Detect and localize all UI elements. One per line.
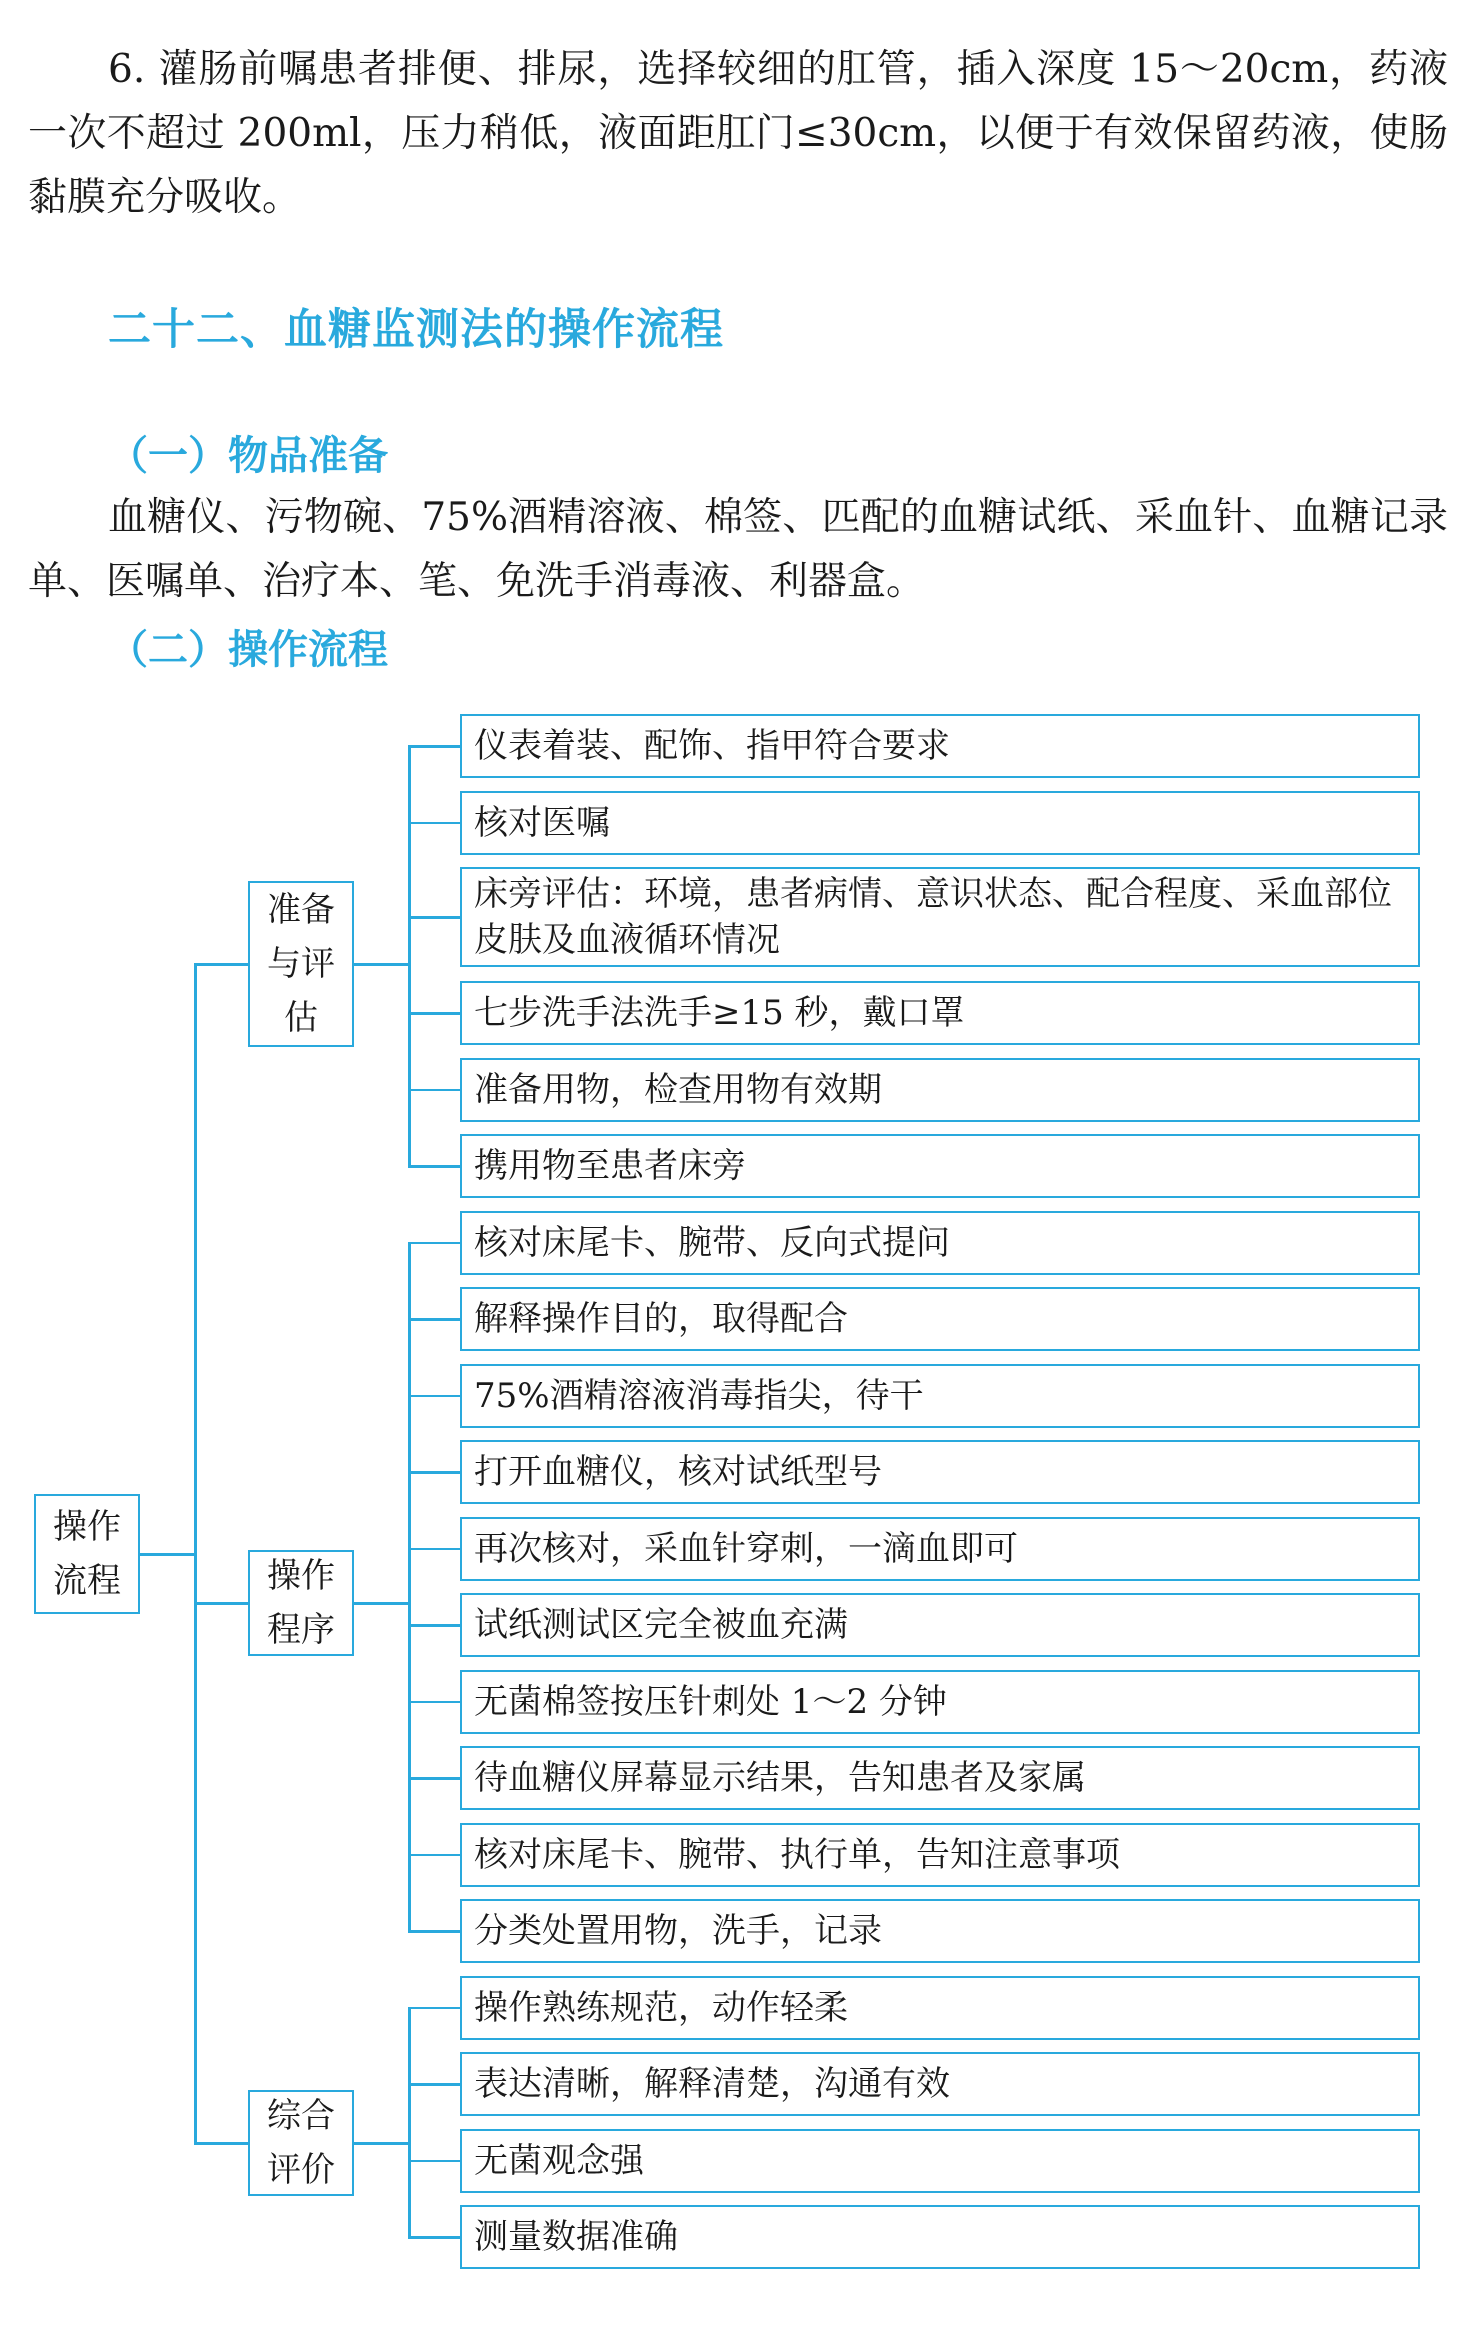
- flow-step-box: 试纸测试区完全被血充满: [460, 1593, 1420, 1657]
- flow-step-connector: [408, 1777, 460, 1780]
- flow-step-connector: [408, 1242, 460, 1245]
- flow-step-box: 无菌棉签按压针刺处 1～2 分钟: [460, 1670, 1420, 1734]
- flow-step-box: 表达清晰，解释清楚，沟通有效: [460, 2052, 1420, 2116]
- flow-root-connector: [140, 1553, 194, 1556]
- flow-step-box: 无菌观念强: [460, 2129, 1420, 2193]
- flow-group-box: 准备与评估: [248, 881, 354, 1047]
- materials-heading: （一）物品准备: [108, 433, 388, 479]
- flow-group-vertical-line: [408, 2007, 411, 2239]
- flow-main-branch: [194, 963, 248, 966]
- flow-main-spine: [194, 963, 197, 2144]
- flow-step-box: 分类处置用物，洗手，记录: [460, 1899, 1420, 1963]
- flow-step-box: 解释操作目的，取得配合: [460, 1287, 1420, 1351]
- flow-step-connector: [408, 1165, 460, 1168]
- flow-step-box: 再次核对，采血针穿刺，一滴血即可: [460, 1517, 1420, 1581]
- flow-root-box: 操作流程: [34, 1494, 140, 1614]
- flow-step-box: 七步洗手法洗手≥15 秒，戴口罩: [460, 981, 1420, 1045]
- procedure-heading: （二）操作流程: [108, 627, 388, 673]
- flow-step-box: 准备用物，检查用物有效期: [460, 1058, 1420, 1122]
- flow-step-box: 75%酒精溶液消毒指尖，待干: [460, 1364, 1420, 1428]
- flow-step-connector: [408, 822, 460, 825]
- flow-step-connector: [408, 1395, 460, 1398]
- flow-group-connector: [354, 1602, 408, 1605]
- flow-step-box: 核对床尾卡、腕带、反向式提问: [460, 1211, 1420, 1275]
- flow-step-connector: [408, 1089, 460, 1092]
- flow-step-box: 操作熟练规范，动作轻柔: [460, 1976, 1420, 2040]
- flow-main-branch: [194, 1602, 248, 1605]
- flow-step-connector: [408, 1930, 460, 1933]
- intro-paragraph: 6. 灌肠前嘱患者排便、排尿，选择较细的肛管，插入深度 15～20cm，药液一次不超过 200ml，压力稍低，液面距肛门≤30cm，以便于有效保留药液，使肠黏膜充分吸收。: [28, 47, 1448, 220]
- flow-step-connector: [408, 1854, 460, 1857]
- flow-step-connector: [408, 2083, 460, 2086]
- materials-text: 血糖仪、污物碗、75%酒精溶液、棉签、匹配的血糖试纸、采血针、血糖记录单、医嘱单、治疗本、笔、免洗手消毒液、利器盒。: [28, 495, 1448, 604]
- flow-step-connector: [408, 1624, 460, 1627]
- flow-group-vertical-line: [408, 1242, 411, 1933]
- flow-group-connector: [354, 963, 408, 966]
- flow-step-box: 仪表着装、配饰、指甲符合要求: [460, 714, 1420, 778]
- flow-step-box: 待血糖仪屏幕显示结果，告知患者及家属: [460, 1746, 1420, 1810]
- flow-step-box: 核对床尾卡、腕带、执行单，告知注意事项: [460, 1823, 1420, 1887]
- flow-group-box: 综合评价: [248, 2090, 354, 2196]
- flow-step-connector: [408, 2236, 460, 2239]
- flow-step-connector: [408, 745, 460, 748]
- flow-step-connector: [408, 2160, 460, 2163]
- flow-step-connector: [408, 1471, 460, 1474]
- section-title: 二十二、血糖监测法的操作流程: [108, 305, 724, 355]
- flow-main-branch: [194, 2142, 248, 2145]
- flow-step-box: 测量数据准确: [460, 2205, 1420, 2269]
- flow-step-box: 打开血糖仪，核对试纸型号: [460, 1440, 1420, 1504]
- flow-step-box: 床旁评估：环境，患者病情、意识状态、配合程度、采血部位皮肤及血液循环情况: [460, 867, 1420, 967]
- flow-step-connector: [408, 1318, 460, 1321]
- flow-step-connector: [408, 2007, 460, 2010]
- flow-step-box: 携用物至患者床旁: [460, 1134, 1420, 1198]
- flow-step-connector: [408, 1701, 460, 1704]
- flow-step-connector: [408, 916, 460, 919]
- flow-step-connector: [408, 1012, 460, 1015]
- flow-group-connector: [354, 2142, 408, 2145]
- flow-step-box: 核对医嘱: [460, 791, 1420, 855]
- flow-group-vertical-line: [408, 745, 411, 1167]
- flow-group-box: 操作程序: [248, 1550, 354, 1656]
- flow-step-connector: [408, 1548, 460, 1551]
